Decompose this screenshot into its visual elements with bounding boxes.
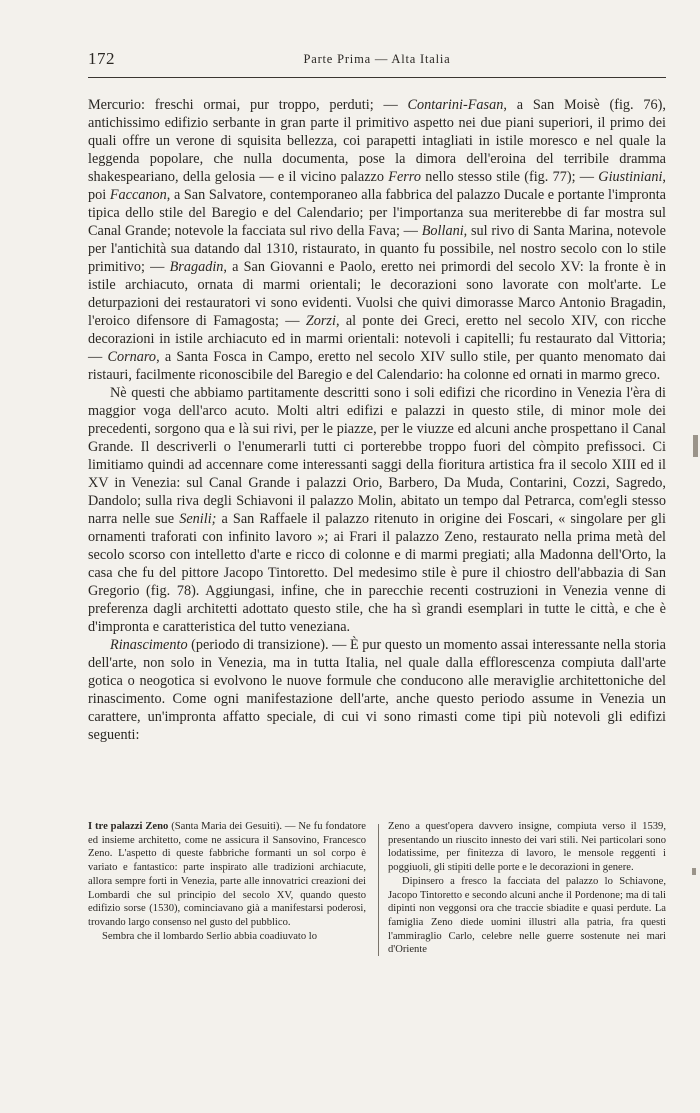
page-number: 172 xyxy=(88,49,115,68)
right-column xyxy=(388,820,666,956)
main-text xyxy=(88,96,666,744)
left-column-paragraph-1: I tre palazzi Zeno (Santa Maria dei Gesuiti). — Ne fu fondatore ed insieme architetto, come ne assicura il Sansovino, Francesco Zeno. L'aspetto di queste fabbriche formanti un sol corpo è variato e fantastico: parte inspirato alle tradizioni archiacute, allora sempre forti in Venezia, parte alle innovatrici creazioni dei Lombardi che sul principio del secolo XV, quando questo edifizio sorse (1530), cominciavano già a manifestarsi poderosi, trovando largo consenso nel gusto del pubblico. xyxy=(88,821,366,928)
page-edge-mark xyxy=(692,868,696,875)
section-heading: I tre palazzi Zeno xyxy=(88,821,169,832)
column-divider xyxy=(378,824,379,956)
left-column xyxy=(88,820,366,950)
left-column-paragraph-2: Sembra che il lombardo Serlio abbia coadiuvato lo xyxy=(102,930,318,942)
right-column-paragraph-1: Zeno a quest'opera davvero insigne, compiuta verso il 1539, presentando un riuscito innesto dei vari stili. Nei particolari sono lodatissime, per finitezza di lavoro, le mensole reggenti i poggiuoli, gli stipiti delle porte e le decorazioni in genere. xyxy=(388,821,666,874)
running-head: Parte Prima — Alta Italia xyxy=(303,52,451,66)
footnote-columns xyxy=(88,820,666,956)
paragraph-other-edifices: Nè questi che abbiamo partitamente descritti sono i soli edifizi che ricordino in Venezia l'èra di maggior voga dell'arco acuto. Molti altri edifizi e palazzi in questo stile, di minor mole dei precedenti, sorgono qua e là sui rivi, per le piazze, per le viuzze ed alcuni anche prospettano il Canal Grande. Il descriverli o l'enumerarli tutti ci porterebbe troppo fuori del còmpito prefissoci. Ci limitiamo quindi ad accennare come interessanti saggi della fioritura artistica fra il secolo XIII ed il XV in Venezia: sul Canal Grande i palazzi Orio, Barbero, Da Muda, Contarini, Cozzi, Sagredo, Dandolo; sulla riva degli Schiavoni il palazzo Molin, abitato un tempo dal Petrarca, com'egli stesso narra nelle sue Senili; a San Raffaele il palazzo ritenuto in origine dei Foscari, « singolare per gli ornamenti traforati con infinito lavoro »; ai Frari il palazzo Zeno, restaurato nella prima metà del secolo scorso con intelletto d'arte e ricco di colonne e di marmi pregiati; alla Madonna dell'Orto, la casa che fu del pittore Jacopo Tintoretto. Del medesimo stile è pure il chiostro dell'abbazia di San Gregorio (fig. 78). Aggiungasi, infine, che in parecchie recenti costruzioni in Venezia venne di preferenza dagli architetti adottato questo stile, che ha sì grandi esemplari in tutte le città, e che è d'impronta e caratteristica del tutto veneziana. xyxy=(88,385,666,635)
right-column-paragraph-2: Dipinsero a fresco la facciata del palazzo lo Schiavone, Jacopo Tintoretto e secondo alcuni anche il Pordenone; ma di tali dipinti non veggonsi ora che traccie sbiadite e quasi perdute. La famiglia Zeno diede uomini illustri alla patria, fra questi l'ammiraglio Carlo, celebre nelle guerre sostenute nei mari d'Oriente xyxy=(388,875,666,956)
page-edge-mark xyxy=(693,435,698,457)
paragraph-rinascimento: Rinascimento (periodo di transizione). — È pur questo un momento assai interessante nella storia dell'arte, non solo in Venezia, ma in tutta Italia, nel quale dalla efflorescenza compiuta dall'arte gotica o neogotica si evolvono le nuove formule che conducono alle meraviglie architettoniche del rinascimento. Come ogni manifestazione dell'arte, anche questo periodo assume in Venezia un carattere, un'impronta affatto speciale, di cui vi sono rimasti come tipi più notevoli gli edifizi seguenti: xyxy=(88,637,666,743)
page-header xyxy=(88,49,666,78)
paragraph-palazzi-list: Mercurio: freschi ormai, pur troppo, perduti; — Contarini-Fasan, a San Moisè (fig. 76), antichissimo edifizio serbante in gran parte il primitivo aspetto nei due piani superiori, il primo dei quali offre un verone di squisita bellezza, coi parapetti intagliati in istile moresco e nel quale la leggenda popolare, che nulla documenta, pose la dimora dell'eroina del terribile dramma shakespeariano, della gelosia — e il vicino palazzo Ferro nello stesso stile (fig. 77); — Giustiniani, poi Faccanon, a San Salvatore, contemporaneo alla fabbrica del palazzo Ducale e portante l'impronta tipica dello stile del Baregio e del Calendario; per l'importanza sua meriterebbe di far mostra sul Canal Grande; notevole la facciata sul rivo della Fava; — Bollani, sul rivo di Santa Marina, notevole per l'antichità sua datando dal 1310, ristaurato, in quanto fu possibile, nel nostro secolo con lo stile primitivo; — Bragadin, a San Giovanni e Paolo, eretto nei primordi del secolo XV: la fronte è in istile archiacuto, ornata di marmi orientali; le decorazioni sono lavorate con molt'arte. Le deturpazioni dei restauratori vi sono evidenti. Vuolsi che quivi dimorasse Marco Antonio Bragadin, l'eroico difensore di Famagosta; — Zorzi, al ponte dei Greci, eretto nel secolo XIV, con ricche decorazioni in istile archiacuto ed in marmi orientali: notevoli i capitelli; fu restaurato dal Vittoria; — Cornaro, a Santa Fosca in Campo, eretto nel secolo XIV sullo stile, per quanto menomato dai ristauri, facilmente riconoscibile del Baregio e del Calendario: ha colonne ed ornati in marmo greco. xyxy=(88,97,667,383)
